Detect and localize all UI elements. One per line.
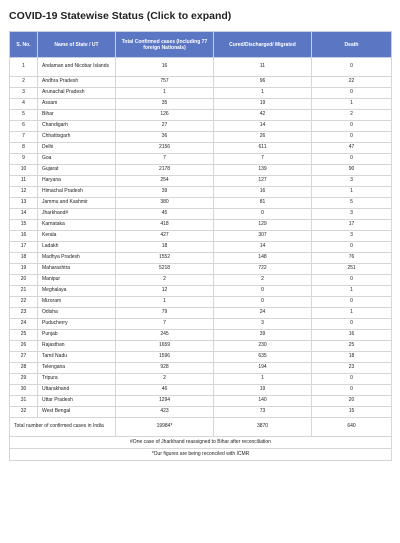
cell-state: Jharkhand#: [38, 209, 116, 220]
cell-death: 1: [312, 286, 392, 297]
cell-death: 90: [312, 165, 392, 176]
cell-sno: 3: [10, 88, 38, 99]
cell-state: Himachal Pradesh: [38, 187, 116, 198]
cell-state: Gujarat: [38, 165, 116, 176]
cell-state: Kerala: [38, 231, 116, 242]
cell-death: 1: [312, 308, 392, 319]
cell-confirmed: 2: [116, 275, 214, 286]
table-row: [10, 220, 392, 231]
total-cured: 3870: [214, 418, 312, 437]
cell-state: Bihar: [38, 110, 116, 121]
cell-sno: 2: [10, 77, 38, 88]
footnote-row: [10, 437, 392, 449]
cell-cured: 24: [214, 308, 312, 319]
cell-death: 251: [312, 264, 392, 275]
table-row: [10, 198, 392, 209]
cell-confirmed: 928: [116, 363, 214, 374]
footnote-text: #One case of Jharkhand reassigned to Bihar after reconciliation: [10, 437, 392, 449]
cell-sno: 14: [10, 209, 38, 220]
cell-state: Maharashtra: [38, 264, 116, 275]
cell-sno: 21: [10, 286, 38, 297]
cell-death: 2: [312, 110, 392, 121]
cell-confirmed: 1294: [116, 396, 214, 407]
cell-sno: 32: [10, 407, 38, 418]
table-row: [10, 385, 392, 396]
cell-state: Odisha: [38, 308, 116, 319]
cell-state: Assam: [38, 99, 116, 110]
cell-confirmed: 427: [116, 231, 214, 242]
total-label: Total number of confirmed cases in India: [10, 418, 116, 437]
cell-death: 47: [312, 143, 392, 154]
cell-death: 25: [312, 341, 392, 352]
table-row: [10, 132, 392, 143]
cell-death: 1: [312, 99, 392, 110]
cell-death: 0: [312, 275, 392, 286]
cell-confirmed: 39: [116, 187, 214, 198]
cell-cured: 129: [214, 220, 312, 231]
cell-state: Meghalaya: [38, 286, 116, 297]
statewise-table: [9, 31, 392, 461]
header-confirmed: Total Confirmed cases (Including 77 foreign Nationals): [116, 32, 214, 58]
cell-sno: 5: [10, 110, 38, 121]
table-row: [10, 209, 392, 220]
cell-cured: 7: [214, 154, 312, 165]
cell-cured: 0: [214, 209, 312, 220]
cell-state: Chhattisgarh: [38, 132, 116, 143]
cell-cured: 96: [214, 77, 312, 88]
cell-state: Karnataka: [38, 220, 116, 231]
cell-cured: 81: [214, 198, 312, 209]
cell-sno: 4: [10, 99, 38, 110]
cell-death: 23: [312, 363, 392, 374]
table-row: [10, 352, 392, 363]
cell-state: Tamil Nadu: [38, 352, 116, 363]
header-death: Death: [312, 32, 392, 58]
table-row: [10, 407, 392, 418]
cell-state: Haryana: [38, 176, 116, 187]
cell-cured: 19: [214, 99, 312, 110]
table-row: [10, 264, 392, 275]
cell-cured: 139: [214, 165, 312, 176]
cell-sno: 26: [10, 341, 38, 352]
cell-death: 0: [312, 132, 392, 143]
cell-confirmed: 1: [116, 88, 214, 99]
cell-state: Mizoram: [38, 297, 116, 308]
cell-sno: 22: [10, 297, 38, 308]
cell-confirmed: 18: [116, 242, 214, 253]
cell-state: Manipur: [38, 275, 116, 286]
total-row: [10, 418, 392, 437]
cell-sno: 17: [10, 242, 38, 253]
cell-confirmed: 423: [116, 407, 214, 418]
cell-confirmed: 1596: [116, 352, 214, 363]
cell-confirmed: 2178: [116, 165, 214, 176]
cell-confirmed: 254: [116, 176, 214, 187]
cell-sno: 31: [10, 396, 38, 407]
cell-death: 0: [312, 374, 392, 385]
cell-confirmed: 1659: [116, 341, 214, 352]
table-row: [10, 77, 392, 88]
cell-cured: 14: [214, 242, 312, 253]
cell-death: 0: [312, 88, 392, 99]
cell-state: Tripura: [38, 374, 116, 385]
cell-death: 17: [312, 220, 392, 231]
cell-state: Punjab: [38, 330, 116, 341]
cell-confirmed: 7: [116, 154, 214, 165]
cell-death: 0: [312, 297, 392, 308]
cell-death: 5: [312, 198, 392, 209]
cell-state: Chandigarh: [38, 121, 116, 132]
cell-sno: 19: [10, 264, 38, 275]
cell-death: 15: [312, 407, 392, 418]
cell-cured: 307: [214, 231, 312, 242]
cell-state: Arunachal Pradesh: [38, 88, 116, 99]
cell-death: 3: [312, 176, 392, 187]
cell-sno: 28: [10, 363, 38, 374]
cell-confirmed: 27: [116, 121, 214, 132]
cell-death: 18: [312, 352, 392, 363]
cell-cured: 19: [214, 385, 312, 396]
table-row: [10, 242, 392, 253]
cell-confirmed: 46: [116, 385, 214, 396]
cell-sno: 29: [10, 374, 38, 385]
cell-death: 16: [312, 330, 392, 341]
cell-death: 3: [312, 231, 392, 242]
table-row: [10, 110, 392, 121]
cell-sno: 11: [10, 176, 38, 187]
table-row: [10, 165, 392, 176]
table-row: [10, 99, 392, 110]
cell-cured: 194: [214, 363, 312, 374]
cell-confirmed: 12: [116, 286, 214, 297]
cell-state: Jammu and Kashmir: [38, 198, 116, 209]
table-row: [10, 286, 392, 297]
cell-sno: 9: [10, 154, 38, 165]
table-row: [10, 363, 392, 374]
cell-sno: 27: [10, 352, 38, 363]
cell-sno: 10: [10, 165, 38, 176]
cell-confirmed: 7: [116, 319, 214, 330]
cell-state: Andaman and Nicobar Islands: [38, 58, 116, 77]
cell-sno: 30: [10, 385, 38, 396]
table-row: [10, 88, 392, 99]
table-row: [10, 58, 392, 77]
header-sno: S. No.: [10, 32, 38, 58]
cell-state: Andhra Pradesh: [38, 77, 116, 88]
cell-death: 0: [312, 121, 392, 132]
cell-sno: 6: [10, 121, 38, 132]
cell-sno: 12: [10, 187, 38, 198]
cell-cured: 11: [214, 58, 312, 77]
cell-cured: 611: [214, 143, 312, 154]
cell-cured: 14: [214, 121, 312, 132]
cell-state: Goa: [38, 154, 116, 165]
cell-sno: 8: [10, 143, 38, 154]
cell-state: Madhya Pradesh: [38, 253, 116, 264]
cell-sno: 18: [10, 253, 38, 264]
cell-state: Delhi: [38, 143, 116, 154]
total-death: 640: [312, 418, 392, 437]
table-row: [10, 143, 392, 154]
page-title[interactable]: COVID-19 Statewise Status (Click to expand): [9, 10, 232, 22]
table-row: [10, 319, 392, 330]
cell-death: 0: [312, 154, 392, 165]
cell-cured: 140: [214, 396, 312, 407]
table-row: [10, 187, 392, 198]
cell-cured: 3: [214, 319, 312, 330]
cell-cured: 148: [214, 253, 312, 264]
cell-confirmed: 36: [116, 132, 214, 143]
table-row: [10, 330, 392, 341]
cell-death: 0: [312, 385, 392, 396]
cell-confirmed: 757: [116, 77, 214, 88]
cell-confirmed: 2156: [116, 143, 214, 154]
cell-cured: 127: [214, 176, 312, 187]
table-row: [10, 341, 392, 352]
cell-death: 3: [312, 209, 392, 220]
cell-death: 0: [312, 58, 392, 77]
footnote-row: [10, 449, 392, 461]
cell-sno: 7: [10, 132, 38, 143]
total-confirmed: 19984*: [116, 418, 214, 437]
cell-state: Uttarakhand: [38, 385, 116, 396]
table-row: [10, 275, 392, 286]
table-row: [10, 176, 392, 187]
cell-cured: 73: [214, 407, 312, 418]
table-row: [10, 253, 392, 264]
cell-death: 0: [312, 319, 392, 330]
cell-sno: 13: [10, 198, 38, 209]
cell-sno: 20: [10, 275, 38, 286]
cell-death: 0: [312, 242, 392, 253]
cell-death: 1: [312, 187, 392, 198]
cell-cured: 635: [214, 352, 312, 363]
cell-sno: 1: [10, 58, 38, 77]
cell-cured: 39: [214, 330, 312, 341]
table-header-row: [10, 32, 392, 58]
cell-state: West Bengal: [38, 407, 116, 418]
cell-confirmed: 1: [116, 297, 214, 308]
header-cured: Cured/Discharged/ Migrated: [214, 32, 312, 58]
cell-death: 76: [312, 253, 392, 264]
table-row: [10, 374, 392, 385]
cell-state: Rajasthan: [38, 341, 116, 352]
cell-cured: 230: [214, 341, 312, 352]
cell-cured: 0: [214, 297, 312, 308]
cell-cured: 0: [214, 286, 312, 297]
cell-death: 22: [312, 77, 392, 88]
cell-confirmed: 79: [116, 308, 214, 319]
cell-confirmed: 16: [116, 58, 214, 77]
table-row: [10, 121, 392, 132]
cell-sno: 15: [10, 220, 38, 231]
footnote-text: *Our figures are being reconciled with ICMR: [10, 449, 392, 461]
cell-cured: 1: [214, 88, 312, 99]
cell-state: Telengana: [38, 363, 116, 374]
header-state: Name of State / UT: [38, 32, 116, 58]
cell-confirmed: 2: [116, 374, 214, 385]
cell-confirmed: 380: [116, 198, 214, 209]
cell-confirmed: 45: [116, 209, 214, 220]
table-row: [10, 297, 392, 308]
cell-confirmed: 245: [116, 330, 214, 341]
table-row: [10, 154, 392, 165]
cell-cured: 2: [214, 275, 312, 286]
cell-cured: 1: [214, 374, 312, 385]
cell-cured: 26: [214, 132, 312, 143]
table-row: [10, 231, 392, 242]
cell-sno: 23: [10, 308, 38, 319]
cell-confirmed: 5218: [116, 264, 214, 275]
cell-state: Ladakh: [38, 242, 116, 253]
cell-cured: 42: [214, 110, 312, 121]
cell-confirmed: 126: [116, 110, 214, 121]
cell-confirmed: 1552: [116, 253, 214, 264]
cell-cured: 722: [214, 264, 312, 275]
cell-sno: 25: [10, 330, 38, 341]
cell-sno: 16: [10, 231, 38, 242]
cell-state: Uttar Pradesh: [38, 396, 116, 407]
table-row: [10, 396, 392, 407]
cell-sno: 24: [10, 319, 38, 330]
cell-confirmed: 418: [116, 220, 214, 231]
cell-state: Puducherry: [38, 319, 116, 330]
table-row: [10, 308, 392, 319]
cell-death: 20: [312, 396, 392, 407]
cell-cured: 16: [214, 187, 312, 198]
cell-confirmed: 35: [116, 99, 214, 110]
